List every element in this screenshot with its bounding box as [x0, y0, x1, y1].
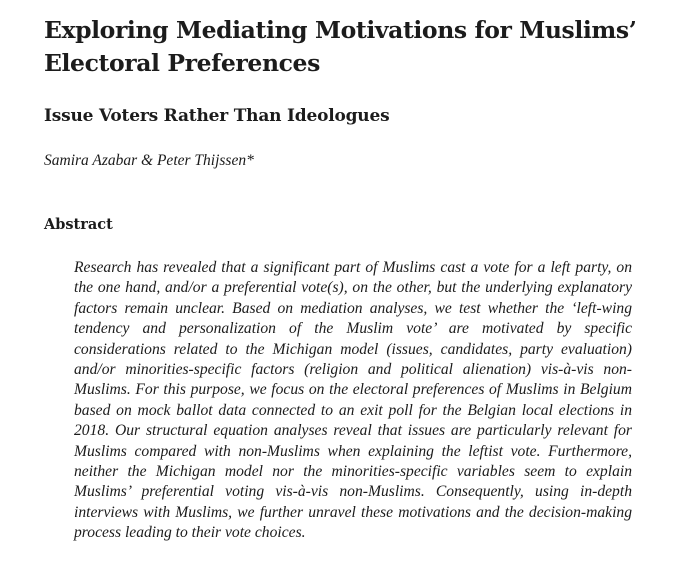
abstract-heading: Abstract — [44, 216, 113, 233]
abstract-text: Research has revealed that a significant part of Muslims cast a vote for a left party, on the one hand, and/or a preferential vote(s), on the other, but the underlying explanatory factors remain unclear. Based on mediation analyses, we test whether the ‘left-wing tendency and personalization of the Muslim vote’ are motivated by specific considerations related to the Michigan model (issues, candidates, party evaluation) and/or minorities-specific factors (religion and political alienation) vis-à-vis non-Muslims. For this purpose, we focus on the electoral preferences of Muslims in Belgium based on mock ballot data connected to an exit poll for the Belgian local elections in 2018. Our structural equation analyses reveal that issues are particularly relevant for Muslims compared with non-Muslims when explaining the leftist vote. Furthermore, neither the Michigan model nor the minorities-specific variables seem to explain Muslims’ preferential voting vis-à-vis non-Muslims. Consequently, using in-depth interviews with Muslims, we further unravel these motivations and the decision-making process leading to their vote choices. — [74, 259, 632, 542]
paper-title: Exploring Mediating Motivations for Muslims’ Electoral Preferences — [44, 16, 637, 77]
paper-authors: Samira Azabar & Peter Thijssen* — [44, 152, 254, 169]
paper-subtitle: Issue Voters Rather Than Ideologues — [44, 106, 390, 126]
